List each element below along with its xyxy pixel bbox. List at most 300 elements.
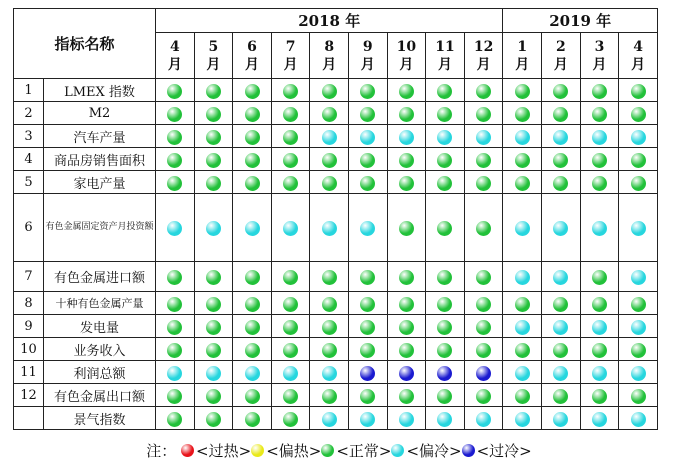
status-cell xyxy=(387,407,426,430)
legend-label: <偏冷> xyxy=(406,442,462,460)
status-cell xyxy=(580,102,619,125)
status-cell xyxy=(348,79,387,102)
month-unit: 月 xyxy=(360,56,375,73)
status-cell xyxy=(542,315,581,338)
status-dot-icon xyxy=(167,270,182,285)
status-dot-icon xyxy=(360,176,375,191)
status-cell xyxy=(156,125,195,148)
status-dot-icon xyxy=(476,107,491,122)
status-cell xyxy=(503,361,542,384)
status-dot-icon xyxy=(437,84,452,99)
row-indicator-name: 业务收入 xyxy=(44,338,156,361)
status-dot-icon xyxy=(167,412,182,427)
status-cell xyxy=(464,171,503,194)
status-dot-icon xyxy=(167,366,182,381)
legend-label: <过热> xyxy=(196,442,252,460)
status-cell xyxy=(348,171,387,194)
status-dot-icon xyxy=(592,366,607,381)
status-dot-icon xyxy=(322,107,337,122)
legend-prefix: 注： xyxy=(146,442,177,460)
year-header: 2018 年 xyxy=(156,9,503,33)
status-cell xyxy=(348,315,387,338)
status-cell xyxy=(271,148,310,171)
status-cell xyxy=(580,384,619,407)
legend-dot-icon xyxy=(181,444,194,457)
status-cell xyxy=(464,194,503,262)
status-dot-icon xyxy=(360,412,375,427)
status-dot-icon xyxy=(360,270,375,285)
status-dot-icon xyxy=(437,176,452,191)
status-dot-icon xyxy=(206,270,221,285)
status-dot-icon xyxy=(206,84,221,99)
row-indicator-name: 利润总额 xyxy=(44,361,156,384)
status-cell xyxy=(619,315,658,338)
status-cell xyxy=(310,338,349,361)
status-dot-icon xyxy=(206,221,221,236)
status-dot-icon xyxy=(283,153,298,168)
status-cell xyxy=(310,79,349,102)
month-number: 5 xyxy=(208,38,219,55)
table-row xyxy=(14,315,658,338)
status-dot-icon xyxy=(437,270,452,285)
status-cell xyxy=(194,79,233,102)
status-cell xyxy=(233,407,272,430)
month-unit: 月 xyxy=(206,56,221,73)
row-indicator-name: 家电产量 xyxy=(44,171,156,194)
table-row xyxy=(14,384,658,407)
status-cell xyxy=(233,262,272,292)
legend-label: <正常> xyxy=(336,442,392,460)
month-unit: 月 xyxy=(553,56,568,73)
status-dot-icon xyxy=(360,130,375,145)
legend-dot-icon xyxy=(391,444,404,457)
status-dot-icon xyxy=(283,297,298,312)
status-dot-icon xyxy=(206,320,221,335)
status-cell xyxy=(156,361,195,384)
row-index: 3 xyxy=(14,125,44,148)
status-cell xyxy=(464,148,503,171)
status-dot-icon xyxy=(515,320,530,335)
status-dot-icon xyxy=(399,176,414,191)
status-cell xyxy=(271,171,310,194)
month-number: 8 xyxy=(324,38,335,55)
row-index: 12 xyxy=(14,384,44,407)
status-cell xyxy=(348,148,387,171)
status-dot-icon xyxy=(322,297,337,312)
month-header xyxy=(503,33,542,79)
status-dot-icon xyxy=(283,412,298,427)
status-dot-icon xyxy=(283,389,298,404)
status-cell xyxy=(580,194,619,262)
status-dot-icon xyxy=(592,389,607,404)
status-cell xyxy=(426,361,465,384)
month-header xyxy=(542,33,581,79)
table-row xyxy=(14,292,658,315)
status-cell xyxy=(619,125,658,148)
status-cell xyxy=(426,262,465,292)
status-cell xyxy=(156,79,195,102)
status-cell xyxy=(194,102,233,125)
row-index: 2 xyxy=(14,102,44,125)
row-indicator-name: 有色金属固定资产月投资额 xyxy=(44,194,156,262)
status-cell xyxy=(464,262,503,292)
status-cell xyxy=(580,315,619,338)
status-cell xyxy=(348,361,387,384)
status-cell xyxy=(580,292,619,315)
status-cell xyxy=(271,384,310,407)
table-row xyxy=(14,171,658,194)
status-dot-icon xyxy=(553,389,568,404)
month-header xyxy=(464,33,503,79)
status-cell xyxy=(156,102,195,125)
status-dot-icon xyxy=(476,130,491,145)
status-dot-icon xyxy=(360,84,375,99)
status-cell xyxy=(542,194,581,262)
row-index: 1 xyxy=(14,79,44,102)
status-dot-icon xyxy=(515,366,530,381)
status-dot-icon xyxy=(515,153,530,168)
status-dot-icon xyxy=(553,107,568,122)
status-dot-icon xyxy=(245,412,260,427)
status-dot-icon xyxy=(631,221,646,236)
status-dot-icon xyxy=(592,221,607,236)
status-dot-icon xyxy=(322,153,337,168)
status-cell xyxy=(310,171,349,194)
row-indicator-name: 汽车产量 xyxy=(44,125,156,148)
status-cell xyxy=(156,407,195,430)
month-number: 3 xyxy=(594,38,605,55)
status-dot-icon xyxy=(476,343,491,358)
status-dot-icon xyxy=(360,389,375,404)
status-cell xyxy=(542,262,581,292)
status-dot-icon xyxy=(245,130,260,145)
status-cell xyxy=(194,361,233,384)
status-dot-icon xyxy=(437,107,452,122)
status-dot-icon xyxy=(515,176,530,191)
status-cell xyxy=(194,125,233,148)
status-dot-icon xyxy=(283,320,298,335)
status-dot-icon xyxy=(553,153,568,168)
status-dot-icon xyxy=(360,366,375,381)
status-dot-icon xyxy=(245,320,260,335)
month-header xyxy=(156,33,195,79)
month-header xyxy=(426,33,465,79)
status-cell xyxy=(464,407,503,430)
status-dot-icon xyxy=(399,84,414,99)
status-dot-icon xyxy=(631,270,646,285)
header-indicator-name: 指标名称 xyxy=(14,9,156,79)
status-cell xyxy=(310,148,349,171)
status-cell xyxy=(233,338,272,361)
status-dot-icon xyxy=(322,343,337,358)
month-unit: 月 xyxy=(322,56,337,73)
status-dot-icon xyxy=(360,221,375,236)
month-header xyxy=(619,33,658,79)
status-cell xyxy=(271,79,310,102)
status-cell xyxy=(580,125,619,148)
month-number: 7 xyxy=(285,38,296,55)
status-dot-icon xyxy=(283,84,298,99)
status-cell xyxy=(271,361,310,384)
status-cell xyxy=(426,338,465,361)
status-cell xyxy=(194,148,233,171)
status-cell xyxy=(619,407,658,430)
status-dot-icon xyxy=(399,412,414,427)
month-unit: 月 xyxy=(631,56,646,73)
status-cell xyxy=(387,125,426,148)
status-dot-icon xyxy=(245,221,260,236)
status-dot-icon xyxy=(245,107,260,122)
table-row xyxy=(14,194,658,262)
row-index: 5 xyxy=(14,171,44,194)
status-dot-icon xyxy=(360,297,375,312)
status-cell xyxy=(348,125,387,148)
status-dot-icon xyxy=(283,130,298,145)
status-dot-icon xyxy=(476,84,491,99)
status-cell xyxy=(619,262,658,292)
row-indicator-name: 十种有色金属产量 xyxy=(44,292,156,315)
status-dot-icon xyxy=(322,176,337,191)
table-row xyxy=(14,338,658,361)
row-indicator-name: 发电量 xyxy=(44,315,156,338)
status-cell xyxy=(233,384,272,407)
status-cell xyxy=(503,315,542,338)
status-cell xyxy=(542,292,581,315)
status-cell xyxy=(310,407,349,430)
status-cell xyxy=(271,102,310,125)
status-cell xyxy=(464,292,503,315)
status-dot-icon xyxy=(592,107,607,122)
status-cell xyxy=(387,79,426,102)
status-dot-icon xyxy=(592,153,607,168)
row-indicator-name: 商品房销售面积 xyxy=(44,148,156,171)
status-dot-icon xyxy=(360,153,375,168)
status-dot-icon xyxy=(245,176,260,191)
status-cell xyxy=(426,384,465,407)
status-cell xyxy=(310,384,349,407)
status-dot-icon xyxy=(167,84,182,99)
month-unit: 月 xyxy=(515,56,530,73)
row-index: 6 xyxy=(14,194,44,262)
month-number: 11 xyxy=(435,38,455,55)
month-number: 10 xyxy=(396,38,417,55)
status-dot-icon xyxy=(476,389,491,404)
status-dot-icon xyxy=(476,320,491,335)
status-dot-icon xyxy=(283,107,298,122)
status-dot-icon xyxy=(553,176,568,191)
status-dot-icon xyxy=(206,389,221,404)
legend-label: <偏热> xyxy=(266,442,322,460)
status-cell xyxy=(464,125,503,148)
status-dot-icon xyxy=(322,389,337,404)
status-dot-icon xyxy=(437,366,452,381)
status-dot-icon xyxy=(476,412,491,427)
month-unit: 月 xyxy=(283,56,298,73)
row-indicator-name: 景气指数 xyxy=(44,407,156,430)
row-indicator-name: LMEX 指数 xyxy=(44,79,156,102)
status-dot-icon xyxy=(476,270,491,285)
status-cell xyxy=(348,102,387,125)
status-cell xyxy=(156,292,195,315)
status-cell xyxy=(387,102,426,125)
status-dot-icon xyxy=(515,270,530,285)
status-cell xyxy=(194,315,233,338)
status-cell xyxy=(310,102,349,125)
status-dot-icon xyxy=(245,297,260,312)
status-dot-icon xyxy=(283,270,298,285)
month-header xyxy=(387,33,426,79)
month-header xyxy=(580,33,619,79)
status-dot-icon xyxy=(399,153,414,168)
row-index: 4 xyxy=(14,148,44,171)
status-dot-icon xyxy=(322,320,337,335)
status-cell xyxy=(542,384,581,407)
month-header xyxy=(271,33,310,79)
status-dot-icon xyxy=(399,320,414,335)
status-dot-icon xyxy=(631,153,646,168)
month-number: 2 xyxy=(556,38,566,55)
row-index: 9 xyxy=(14,315,44,338)
status-dot-icon xyxy=(167,343,182,358)
status-dot-icon xyxy=(206,153,221,168)
status-cell xyxy=(503,79,542,102)
status-cell xyxy=(503,194,542,262)
status-dot-icon xyxy=(437,389,452,404)
status-cell xyxy=(233,315,272,338)
status-cell xyxy=(464,102,503,125)
status-cell xyxy=(387,384,426,407)
status-dot-icon xyxy=(592,320,607,335)
status-cell xyxy=(233,79,272,102)
status-dot-icon xyxy=(167,107,182,122)
legend-label: <过冷> xyxy=(476,442,532,460)
status-dot-icon xyxy=(515,412,530,427)
status-dot-icon xyxy=(476,366,491,381)
status-dot-icon xyxy=(631,412,646,427)
status-dot-icon xyxy=(476,176,491,191)
status-dot-icon xyxy=(167,130,182,145)
status-cell xyxy=(542,361,581,384)
table-row xyxy=(14,361,658,384)
month-unit: 月 xyxy=(476,56,491,73)
status-cell xyxy=(348,262,387,292)
status-dot-icon xyxy=(167,176,182,191)
row-index: 7 xyxy=(14,262,44,292)
status-dot-icon xyxy=(206,343,221,358)
status-cell xyxy=(503,384,542,407)
status-cell xyxy=(271,292,310,315)
status-dot-icon xyxy=(592,84,607,99)
status-cell xyxy=(580,361,619,384)
status-dot-icon xyxy=(515,84,530,99)
month-header xyxy=(348,33,387,79)
indicator-table xyxy=(13,8,658,430)
status-dot-icon xyxy=(631,130,646,145)
status-dot-icon xyxy=(322,366,337,381)
month-number: 6 xyxy=(247,38,257,55)
status-cell xyxy=(464,361,503,384)
status-dot-icon xyxy=(245,389,260,404)
status-cell xyxy=(348,338,387,361)
status-cell xyxy=(194,338,233,361)
row-indicator-name: 有色金属进口额 xyxy=(44,262,156,292)
status-cell xyxy=(580,171,619,194)
status-cell xyxy=(194,194,233,262)
status-dot-icon xyxy=(167,297,182,312)
status-dot-icon xyxy=(631,343,646,358)
status-dot-icon xyxy=(206,366,221,381)
status-dot-icon xyxy=(437,412,452,427)
status-dot-icon xyxy=(515,297,530,312)
status-cell xyxy=(580,262,619,292)
row-index: 11 xyxy=(14,361,44,384)
status-cell xyxy=(310,262,349,292)
status-cell xyxy=(619,384,658,407)
status-cell xyxy=(387,315,426,338)
status-cell xyxy=(348,194,387,262)
status-dot-icon xyxy=(322,270,337,285)
status-dot-icon xyxy=(437,343,452,358)
status-dot-icon xyxy=(360,343,375,358)
status-dot-icon xyxy=(245,270,260,285)
status-dot-icon xyxy=(553,297,568,312)
status-dot-icon xyxy=(592,343,607,358)
status-cell xyxy=(503,262,542,292)
month-unit: 月 xyxy=(399,56,414,73)
status-dot-icon xyxy=(206,176,221,191)
status-dot-icon xyxy=(206,130,221,145)
month-unit: 月 xyxy=(437,56,452,73)
status-cell xyxy=(194,384,233,407)
status-cell xyxy=(619,361,658,384)
status-dot-icon xyxy=(437,153,452,168)
status-dot-icon xyxy=(167,221,182,236)
status-dot-icon xyxy=(553,221,568,236)
month-number: 12 xyxy=(473,38,494,55)
status-dot-icon xyxy=(245,84,260,99)
month-number: 1 xyxy=(517,38,528,55)
row-index: 8 xyxy=(14,292,44,315)
status-dot-icon xyxy=(399,270,414,285)
status-dot-icon xyxy=(631,297,646,312)
status-cell xyxy=(426,292,465,315)
status-cell xyxy=(503,407,542,430)
status-cell xyxy=(619,292,658,315)
status-dot-icon xyxy=(437,221,452,236)
month-header xyxy=(310,33,349,79)
status-dot-icon xyxy=(437,297,452,312)
status-dot-icon xyxy=(283,176,298,191)
status-dot-icon xyxy=(515,107,530,122)
status-dot-icon xyxy=(476,221,491,236)
status-dot-icon xyxy=(399,221,414,236)
row-index xyxy=(14,407,44,430)
status-cell xyxy=(348,292,387,315)
status-cell xyxy=(619,171,658,194)
status-dot-icon xyxy=(245,153,260,168)
status-dot-icon xyxy=(167,389,182,404)
status-cell xyxy=(464,384,503,407)
status-dot-icon xyxy=(631,389,646,404)
status-dot-icon xyxy=(399,130,414,145)
status-cell xyxy=(310,194,349,262)
status-dot-icon xyxy=(631,84,646,99)
status-dot-icon xyxy=(437,320,452,335)
status-cell xyxy=(387,171,426,194)
status-cell xyxy=(233,102,272,125)
status-dot-icon xyxy=(592,297,607,312)
status-dot-icon xyxy=(245,366,260,381)
